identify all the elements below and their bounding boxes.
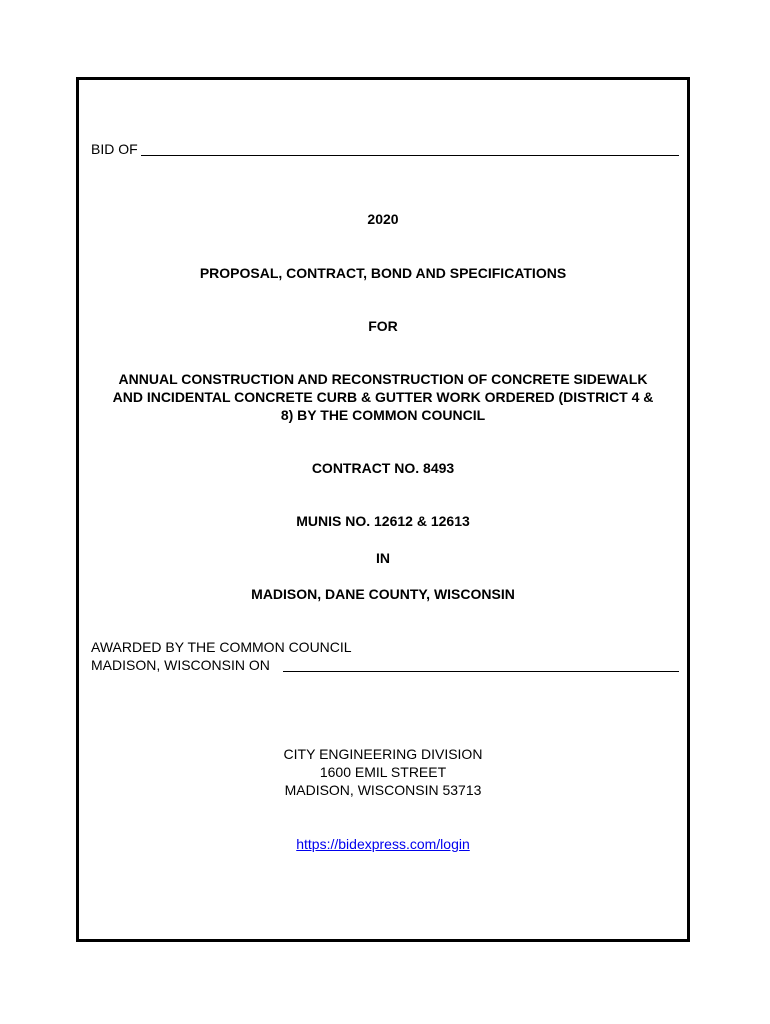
website-link-wrapper (76, 836, 690, 853)
project-title-line-1: ANNUAL CONSTRUCTION AND RECONSTRUCTION OF CONCRETE SIDEWALK (118, 371, 648, 387)
award-date-blank-line (283, 671, 679, 672)
awarded-line-2: MADISON, WISCONSIN ON (91, 657, 270, 673)
cover-border (76, 77, 690, 942)
bid-of-blank-line (141, 155, 679, 156)
division-city: MADISON, WISCONSIN 53713 (284, 782, 482, 798)
in-label: IN (376, 550, 390, 566)
contract-number: CONTRACT NO. 8493 (311, 460, 455, 476)
division-street: 1600 EMIL STREET (319, 764, 447, 780)
project-location: MADISON, DANE COUNTY, WISCONSIN (251, 586, 515, 602)
document-year: 2020 (367, 211, 399, 227)
awarded-line-1: AWARDED BY THE COMMON COUNCIL (91, 639, 352, 655)
division-name: CITY ENGINEERING DIVISION (283, 746, 483, 762)
munis-number: MUNIS NO. 12612 & 12613 (296, 513, 470, 529)
project-title-line-2: AND INCIDENTAL CONCRETE CURB & GUTTER WORK ORDERED (DISTRICT 4 & (112, 389, 654, 405)
for-label: FOR (368, 318, 398, 334)
bid-of-label: BID OF (91, 141, 138, 157)
bidexpress-link[interactable]: https://bidexpress.com/login (296, 836, 470, 852)
project-title-line-3: 8) BY THE COMMON COUNCIL (280, 407, 486, 423)
document-type-title: PROPOSAL, CONTRACT, BOND AND SPECIFICATIONS (199, 265, 567, 281)
